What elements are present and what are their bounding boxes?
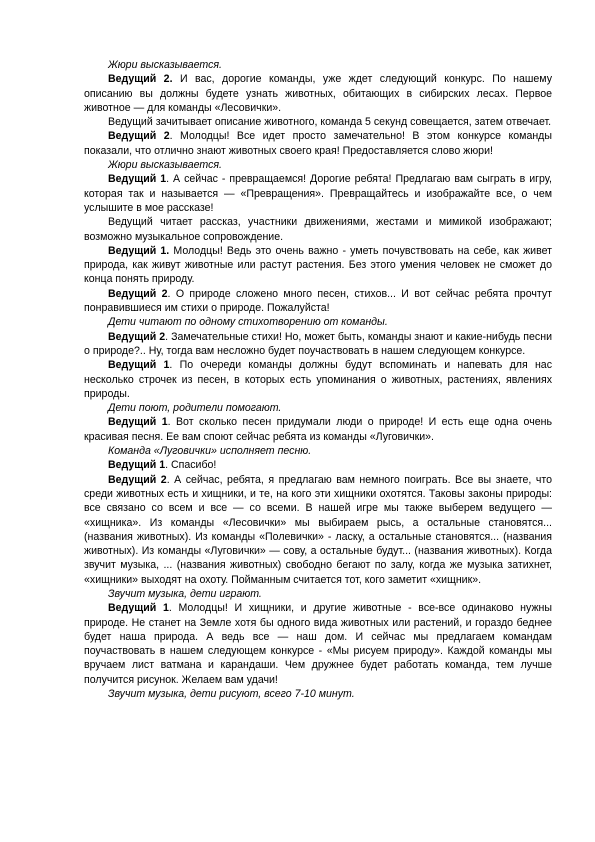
speaker-name: Ведущий 2 bbox=[108, 130, 170, 143]
stage-direction: Звучит музыка, дети играют. bbox=[108, 587, 262, 600]
speaker-paragraph bbox=[84, 330, 552, 359]
speaker-text: . А сейчас, ребята, я предлагаю вам немного поиграть. Все вы знаете, что среди животных есть и хищники, и те, на кого эти хищники охотятся. Таковы законы природы: все связано со всем и все — со всеми. В нашей игре мы также выберем ведущего — «хищника». Из команды «Лесовички» мы выбираем рысь, а остальные становятся... (названия животных). Из команды «Полевички» - ласку, а остальные становятся... (названия животных). Из команды «Луговички» — сову, а остальные будут... (названия животных). Когда звучит музыка, ... (названия животных) свободно бегают по залу, когда же музыка затихнет, «хищники» выходят на охоту. Пойманным считается тот, кого заметит «хищник». bbox=[84, 473, 553, 586]
speaker-paragraph bbox=[84, 172, 552, 215]
speaker-paragraph bbox=[84, 244, 552, 287]
stage-direction: Звучит музыка, дети рисуют, всего 7-10 минут. bbox=[108, 688, 355, 701]
speaker-text: И вас, дорогие команды, уже ждет следующий конкурс. По нашему описанию вы должны будете узнать животных, обитающих в сибирских лесах. Первое животное — для команды «Лесовички». bbox=[84, 73, 552, 114]
speaker-name: Ведущий 2 bbox=[108, 473, 167, 486]
speaker-paragraph bbox=[84, 129, 552, 158]
speaker-paragraph bbox=[84, 358, 552, 401]
speaker-name: Ведущий 1 bbox=[108, 416, 168, 429]
speaker-text: . О природе сложено много песен, стихов... И вот сейчас ребята прочтут понравившиеся им стихи о природе. Пожалуйста! bbox=[84, 287, 552, 315]
speaker-name: Ведущий 1 bbox=[108, 173, 167, 186]
stage-direction: Жюри высказывается. bbox=[108, 59, 222, 71]
speaker-text: . Молодцы! И хищники, и другие животные - все-все одинаково нужны природе. Не станет на Земле хотя бы одного вида животных или растений, и гораздо беднее будет наша природа. А ведь все — наш дом. И сейчас мы предлагаем командам поучаствовать в нашем следующем конкурсе - «Мы рисуем природу». Каждой команды мы вручаем лист ватмана и карандаши. Чем дружнее будет работать команда, тем лучше получится рисунок. Желаем вам удачи! bbox=[84, 602, 552, 686]
speaker-name: Ведущий 1. bbox=[108, 244, 170, 257]
speaker-text: . Замечательные стихи! Но, может быть, команды знают и какие-нибудь песни о природе?.. Ну, тогда вам несложно будет поучаствовать в нашем следующем конкурсе. bbox=[84, 330, 552, 357]
speaker-paragraph bbox=[84, 458, 552, 472]
speaker-name: Ведущий 1 bbox=[108, 359, 170, 372]
speaker-text: . Спасибо! bbox=[165, 459, 217, 472]
speaker-text: . А сейчас - превращаемся! Дорогие ребята! Предлагаю вам сыграть в игру, которая так и называется — «Превращения». Превращайтесь и изображайте все, о чем услышите в мое рассказе! bbox=[84, 173, 552, 214]
speaker-paragraph bbox=[84, 601, 552, 687]
stage-direction: Команда «Луговички» исполняет песню. bbox=[108, 445, 312, 458]
speaker-name: Ведущий 2. bbox=[108, 73, 173, 86]
speaker-text: Молодцы! Ведь это очень важно - уметь почувствовать на себе, как живет природа, как живут животные или растут растения. Без этого умения человек не сможет до конца понять природу. bbox=[84, 244, 553, 286]
speaker-paragraph bbox=[84, 415, 552, 444]
speaker-name: Ведущий 2 bbox=[108, 287, 168, 300]
stage-direction: Дети читают по одному стихотворению от команды. bbox=[108, 316, 388, 329]
stage-direction: Жюри высказывается. bbox=[108, 159, 222, 172]
speaker-paragraph bbox=[84, 287, 552, 316]
speaker-text: . Молодцы! Все идет просто замечательно! В этом конкурсе команды показали, что отлично знают животных своего края! Предоставляется слово жюри! bbox=[84, 130, 552, 157]
speaker-paragraph bbox=[84, 473, 552, 587]
speaker-paragraph bbox=[84, 72, 552, 115]
speaker-text: . По очереди команды должны будут вспоминать и напевать для нас несколько строчек из песен, в которых есть упоминания о животных, растениях, явлениях природы. bbox=[84, 359, 552, 400]
body-paragraph: Ведущий читает рассказ, участники движениями, жестами и мимикой изображают; возможно музыкальное сопровождение. bbox=[84, 216, 552, 243]
speaker-name: Ведущий 2 bbox=[108, 330, 166, 343]
document-page bbox=[84, 58, 552, 701]
body-paragraph: Ведущий зачитывает описание животного, команда 5 секунд совещается, затем отвечает. bbox=[108, 116, 552, 129]
stage-direction: Дети поют, родители помогают. bbox=[108, 402, 282, 415]
speaker-text: . Вот сколько песен придумали люди о природе! И есть еще одна очень красивая песня. Ее вам споют сейчас ребята из команды «Луговички». bbox=[84, 416, 552, 443]
speaker-name: Ведущий 1 bbox=[108, 459, 166, 472]
speaker-name: Ведущий 1 bbox=[108, 602, 169, 615]
